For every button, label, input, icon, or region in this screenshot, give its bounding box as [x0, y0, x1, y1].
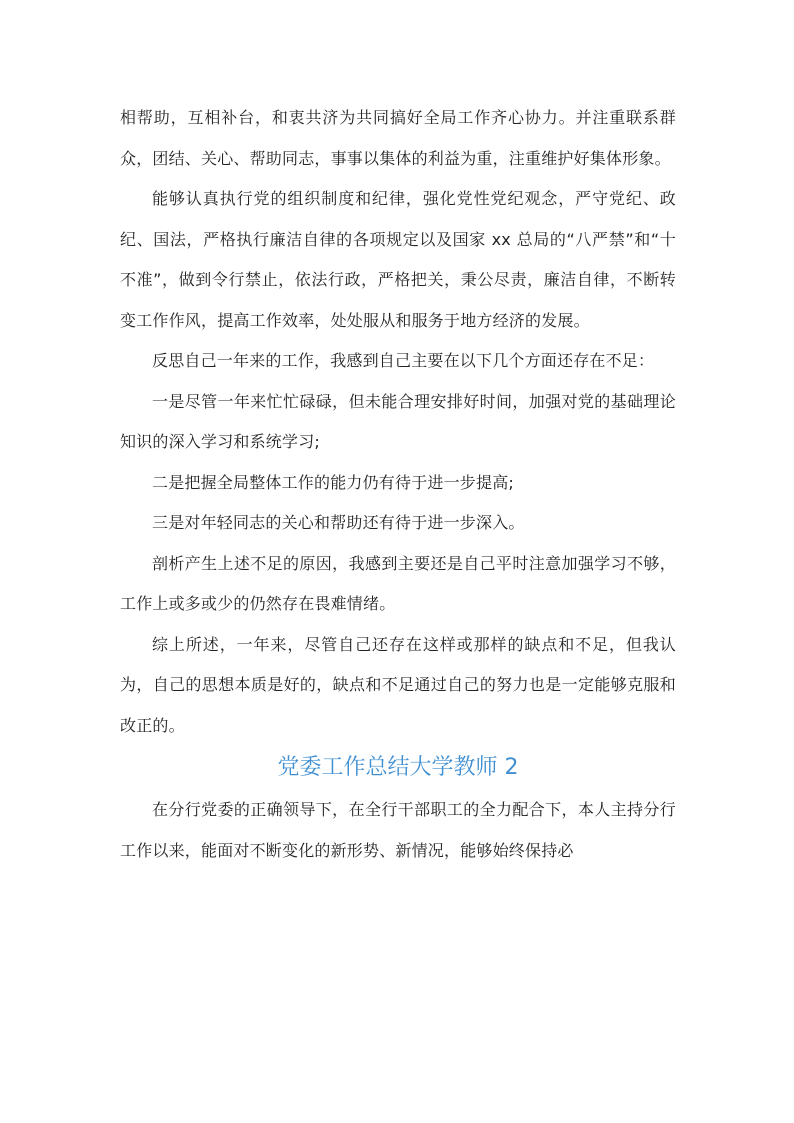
paragraph-3: 反思自己一年来的工作，我感到自己主要在以下几个方面还存在不足：	[152, 351, 655, 370]
paragraph-9: 在分行党委的正确领导下，在全行干部职工的全力配合下，本人主持分行工作以来，能面对不断变化的新形势、新情况，能够始终保持必	[120, 800, 676, 860]
section-title: 党委工作总结大学教师 2	[277, 755, 519, 780]
paragraph-5: 二是把握全局整体工作的能力仍有待于进一步提高;	[152, 472, 514, 492]
paragraph-4: 一是尽管一年来忙忙碌碌，但未能合理安排好时间，加强对党的基础理论知识的深入学习和系统学习;	[120, 391, 676, 451]
document-page	[120, 98, 676, 871]
paragraph-6: 三是对年轻同志的关心和帮助还有待于进一步深入。	[152, 513, 525, 532]
paragraph-7: 剖析产生上述不足的原因，我感到主要还是自己平时注意加强学习不够，工作上或多或少的仍然存在畏难情绪。	[120, 553, 676, 613]
paragraph-8: 综上所述，一年来，尽管自己还存在这样或那样的缺点和不足，但我认为，自己的思想本质是好的，缺点和不足通过自己的努力也是一定能够克服和改正的。	[120, 634, 676, 735]
paragraph-1: 相帮助，互相补台，和衷共济为共同搞好全局工作齐心协力。并注重联系群众，团结、关心、帮助同志，事事以集体的利益为重，注重维护好集体形象。	[120, 108, 676, 168]
paragraph-2: 能够认真执行党的组织制度和纪律，强化党性党纪观念，严守党纪、政纪、国法，严格执行廉洁自律的各项规定以及国家 xx 总局的“八严禁”和“十不准”，做到令行禁止，依法行政，严格把关，秉公尽责，廉洁自律，不断转变工作作风，提高工作效率，处处服从和服务于地方经济的发展。	[120, 189, 676, 330]
